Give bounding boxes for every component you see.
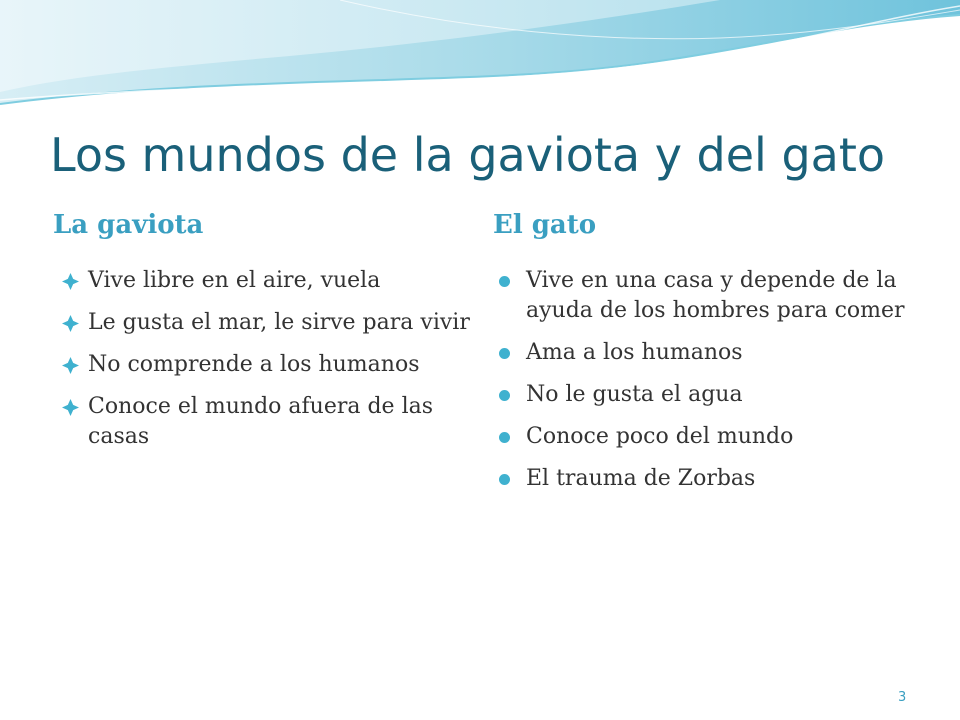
- list-item: [498, 422, 918, 452]
- list-item: [498, 380, 918, 410]
- diamond-bullet-icon: [62, 357, 79, 374]
- list-item: [62, 308, 472, 338]
- header-wave-decoration: [0, 0, 960, 120]
- round-bullet-icon: [499, 474, 510, 485]
- list-item-text: Le gusta el mar, le sirve para vivir: [88, 310, 470, 335]
- right-column-heading: El gato: [493, 210, 597, 240]
- list-item: [62, 266, 472, 296]
- round-bullet-icon: [499, 432, 510, 443]
- list-item-text: No comprende a los humanos: [88, 352, 420, 377]
- list-item-text: Conoce el mundo afuera de las casas: [88, 394, 434, 449]
- right-bullet-list: [498, 266, 918, 506]
- diamond-bullet-icon: [62, 315, 79, 332]
- list-item: [498, 464, 918, 494]
- left-column-heading: La gaviota: [53, 210, 204, 240]
- list-item: [62, 392, 472, 452]
- list-item-text: Vive libre en el aire, vuela: [88, 268, 381, 293]
- diamond-bullet-icon: [62, 273, 79, 290]
- list-item-text: El trauma de Zorbas: [526, 466, 756, 491]
- list-item-text: Ama a los humanos: [526, 340, 743, 365]
- slide-title: Los mundos de la gaviota y del gato: [50, 128, 886, 182]
- round-bullet-icon: [499, 390, 510, 401]
- list-item: [498, 338, 918, 368]
- left-bullet-list: [62, 266, 472, 464]
- list-item-text: Conoce poco del mundo: [526, 424, 794, 449]
- round-bullet-icon: [499, 276, 510, 287]
- list-item: [498, 266, 918, 326]
- list-item-text: Vive en una casa y depende de la ayuda de los hombres para comer: [526, 268, 905, 323]
- list-item-text: No le gusta el agua: [526, 382, 743, 407]
- list-item: [62, 350, 472, 380]
- diamond-bullet-icon: [62, 399, 79, 416]
- page-number: 3: [898, 690, 907, 705]
- round-bullet-icon: [499, 348, 510, 359]
